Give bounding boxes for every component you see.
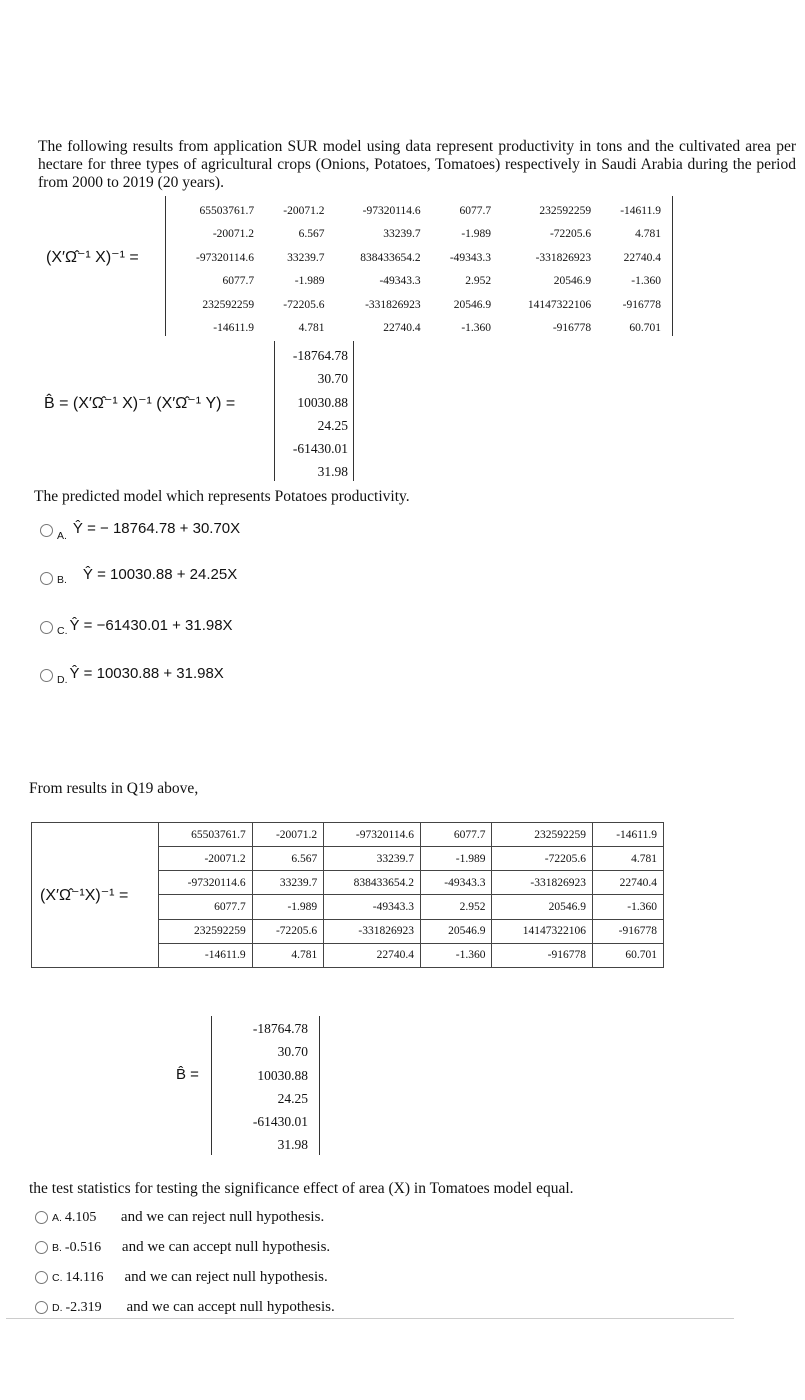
matrix-cell: 33239.7 (324, 847, 421, 871)
option-text: and we can reject null hypothesis. (120, 1209, 325, 1225)
option-equation: Ŷ = −61430.01 + 31.98X (69, 617, 233, 634)
matrix-cell: -72205.6 (492, 847, 593, 871)
option-equation: Ŷ = 10030.88 + 31.98X (69, 665, 224, 682)
q20-question: the test statistics for testing the significance effect of area (X) in Tomatoes model equal. (29, 1180, 574, 1197)
vector-entry: 30.70 (317, 371, 348, 387)
vector-entry: -61430.01 (292, 441, 348, 457)
vector-entry: 31.98 (317, 464, 348, 480)
matrix-cell: -49343.3 (420, 871, 492, 895)
bottom-divider (6, 1318, 734, 1319)
vector-entry: 24.25 (317, 417, 348, 433)
matrix-cell: -14611.9 (159, 943, 253, 967)
matrix-cell: 33239.7 (252, 871, 324, 895)
vector-entry: -61430.01 (252, 1114, 308, 1130)
option-equation: Ŷ = 10030.88 + 24.25X (82, 566, 238, 583)
matrix-cell: 65503761.7 (199, 204, 255, 217)
matrix-cell: 20546.9 (453, 298, 492, 311)
vector-entry: 10030.88 (297, 394, 348, 410)
matrix-cell: 232592259 (539, 204, 592, 217)
q20-option-d[interactable] (35, 1299, 335, 1316)
matrix-cell: 232592259 (159, 919, 253, 943)
matrix-cell: 232592259 (492, 823, 593, 847)
option-value: 14.116 (65, 1269, 104, 1285)
matrix-cell: 4.781 (635, 228, 661, 241)
option-letter: C. (57, 624, 68, 637)
matrix-cell: -97320114.6 (324, 823, 421, 847)
radio-icon[interactable] (35, 1301, 48, 1314)
option-letter: C. (52, 1271, 63, 1284)
radio-icon[interactable] (35, 1271, 48, 1284)
matrix-cell: -1.989 (294, 275, 325, 288)
matrix-row (168, 270, 668, 294)
radio-icon[interactable] (35, 1211, 48, 1224)
matrix-cell: -1.989 (252, 895, 324, 919)
matrix-cell: -72205.6 (252, 919, 324, 943)
matrix-cell: 14147322106 (527, 298, 592, 311)
matrix-cell: -72205.6 (283, 298, 325, 311)
vector-entry: -18764.78 (292, 348, 348, 363)
option-letter: B. (52, 1241, 62, 1254)
matrix-cell: -97320114.6 (196, 251, 255, 264)
matrix-cell: 6077.7 (459, 204, 492, 217)
q19-option-b[interactable] (40, 566, 238, 587)
option-value: -0.516 (64, 1239, 102, 1255)
matrix-cell: -20071.2 (252, 823, 324, 847)
matrix-cell: -20071.2 (212, 228, 255, 241)
q20-option-c[interactable] (35, 1269, 328, 1286)
radio-icon[interactable] (40, 572, 53, 585)
option-letter: B. (57, 573, 67, 586)
matrix-cell: 6077.7 (222, 275, 255, 288)
matrix-cell: 4.781 (593, 847, 664, 871)
matrix-cell: 14147322106 (492, 919, 593, 943)
matrix-cell: 838433654.2 (360, 251, 421, 264)
vector-entry: 31.98 (277, 1137, 308, 1153)
q19-intro-text: The following results from application SUR model using data represent productivity in tons and the cultivated area per hectare for three types of agricultural crops (Onions, Potatoes, Tomatoes) respectively in Saudi Arabia during the period from 2000 to 2019 (20 years). (38, 138, 796, 191)
matrix-row (32, 823, 664, 847)
matrix-cell: -331826923 (535, 251, 592, 264)
q20-cov-label: (X′Ω̂⁻¹X)⁻¹ = (32, 823, 159, 968)
option-letter: A. (57, 529, 67, 542)
q19-option-a[interactable] (40, 520, 241, 542)
matrix-cell: 20546.9 (420, 919, 492, 943)
matrix-cell: 6.567 (298, 228, 325, 241)
matrix-cell: -97320114.6 (159, 871, 253, 895)
matrix-cell: 4.781 (252, 943, 324, 967)
matrix-cell: 20546.9 (553, 275, 592, 288)
matrix-cell: 22740.4 (383, 322, 421, 335)
matrix-row (168, 293, 668, 317)
matrix-cell: -20071.2 (159, 847, 253, 871)
matrix-row (168, 317, 668, 341)
matrix-cell: -1.989 (461, 228, 492, 241)
q20-option-b[interactable] (35, 1239, 330, 1256)
q20-beta-vector (236, 1017, 308, 1157)
q19-cov-left-bar (165, 196, 166, 336)
option-value: -2.319 (65, 1299, 102, 1315)
radio-icon[interactable] (40, 621, 53, 634)
radio-icon[interactable] (40, 524, 53, 537)
matrix-cell: -20071.2 (283, 204, 325, 217)
matrix-cell: -14611.9 (620, 204, 661, 217)
q19-cov-right-bar (672, 196, 673, 336)
matrix-cell: 2.952 (420, 895, 492, 919)
matrix-cell: 6077.7 (420, 823, 492, 847)
q19-option-c[interactable] (40, 619, 233, 636)
matrix-cell: -1.360 (631, 275, 661, 288)
matrix-cell: -49343.3 (324, 895, 421, 919)
matrix-cell: 33239.7 (383, 228, 421, 241)
q19-cov-matrix (168, 199, 668, 340)
vector-entry: 10030.88 (257, 1067, 308, 1083)
matrix-cell: 2.952 (465, 275, 492, 288)
q19-beta-right-bar (353, 341, 354, 481)
q19-option-d[interactable] (40, 667, 224, 684)
matrix-cell: 60.701 (593, 943, 664, 967)
option-equation: Ŷ = − 18764.78 + 30.70X (72, 520, 241, 537)
matrix-cell: -331826923 (492, 871, 593, 895)
option-text: and we can accept null hypothesis. (126, 1299, 335, 1315)
matrix-cell: -1.360 (461, 322, 492, 335)
q20-option-a[interactable] (35, 1209, 324, 1226)
q19-question: The predicted model which represents Potatoes productivity. (34, 488, 410, 505)
matrix-cell: -916778 (622, 298, 661, 311)
matrix-cell: 6.567 (252, 847, 324, 871)
matrix-cell: -49343.3 (379, 275, 421, 288)
q20-beta-left-bar (211, 1016, 212, 1155)
matrix-cell: 22740.4 (324, 943, 421, 967)
matrix-cell: 60.701 (629, 322, 661, 335)
q20-intro-text: From results in Q19 above, (29, 780, 199, 797)
q20-cov-table (31, 822, 664, 968)
option-value: 4.105 (64, 1209, 97, 1225)
matrix-cell: 232592259 (202, 298, 255, 311)
matrix-cell: -1.360 (420, 943, 492, 967)
matrix-cell: -916778 (492, 943, 593, 967)
matrix-row (168, 199, 668, 223)
option-text: and we can reject null hypothesis. (124, 1269, 328, 1285)
q19-beta-vector (278, 344, 348, 484)
matrix-cell: 33239.7 (287, 251, 325, 264)
matrix-cell: -1.989 (420, 847, 492, 871)
matrix-cell: -916778 (552, 322, 592, 335)
matrix-row (168, 223, 668, 247)
q19-beta-left-bar (274, 341, 275, 481)
matrix-cell: -49343.3 (449, 251, 492, 264)
radio-icon[interactable] (40, 669, 53, 682)
vector-entry: 24.25 (277, 1090, 308, 1106)
vector-entry: -18764.78 (252, 1021, 308, 1036)
matrix-cell: -331826923 (324, 919, 421, 943)
matrix-cell: 22740.4 (623, 251, 661, 264)
q19-cov-label: (X′Ω̂⁻¹ X)⁻¹ = (46, 249, 139, 266)
matrix-row (168, 246, 668, 270)
matrix-cell: 22740.4 (593, 871, 664, 895)
matrix-cell: 6077.7 (159, 895, 253, 919)
vector-entry: 30.70 (277, 1044, 308, 1060)
matrix-cell: -97320114.6 (362, 204, 421, 217)
option-letter: D. (57, 673, 68, 686)
matrix-cell: -72205.6 (549, 228, 592, 241)
option-text: and we can accept null hypothesis. (121, 1239, 331, 1255)
option-letter: A. (52, 1211, 62, 1224)
q20-beta-label: B̂ = (176, 1066, 199, 1083)
matrix-cell: -331826923 (365, 298, 421, 311)
option-letter: D. (52, 1301, 63, 1314)
matrix-cell: -14611.9 (213, 322, 255, 335)
matrix-cell: 4.781 (298, 322, 325, 335)
q19-beta-label: B̂ = (X′Ω̂⁻¹ X)⁻¹ (X′Ω̂⁻¹ Y) = (44, 395, 236, 412)
matrix-cell: -1.360 (593, 895, 664, 919)
matrix-cell: 838433654.2 (324, 871, 421, 895)
matrix-cell: 20546.9 (492, 895, 593, 919)
radio-icon[interactable] (35, 1241, 48, 1254)
matrix-cell: -14611.9 (593, 823, 664, 847)
q20-beta-right-bar (319, 1016, 320, 1155)
matrix-cell: 65503761.7 (159, 823, 253, 847)
matrix-cell: -916778 (593, 919, 664, 943)
